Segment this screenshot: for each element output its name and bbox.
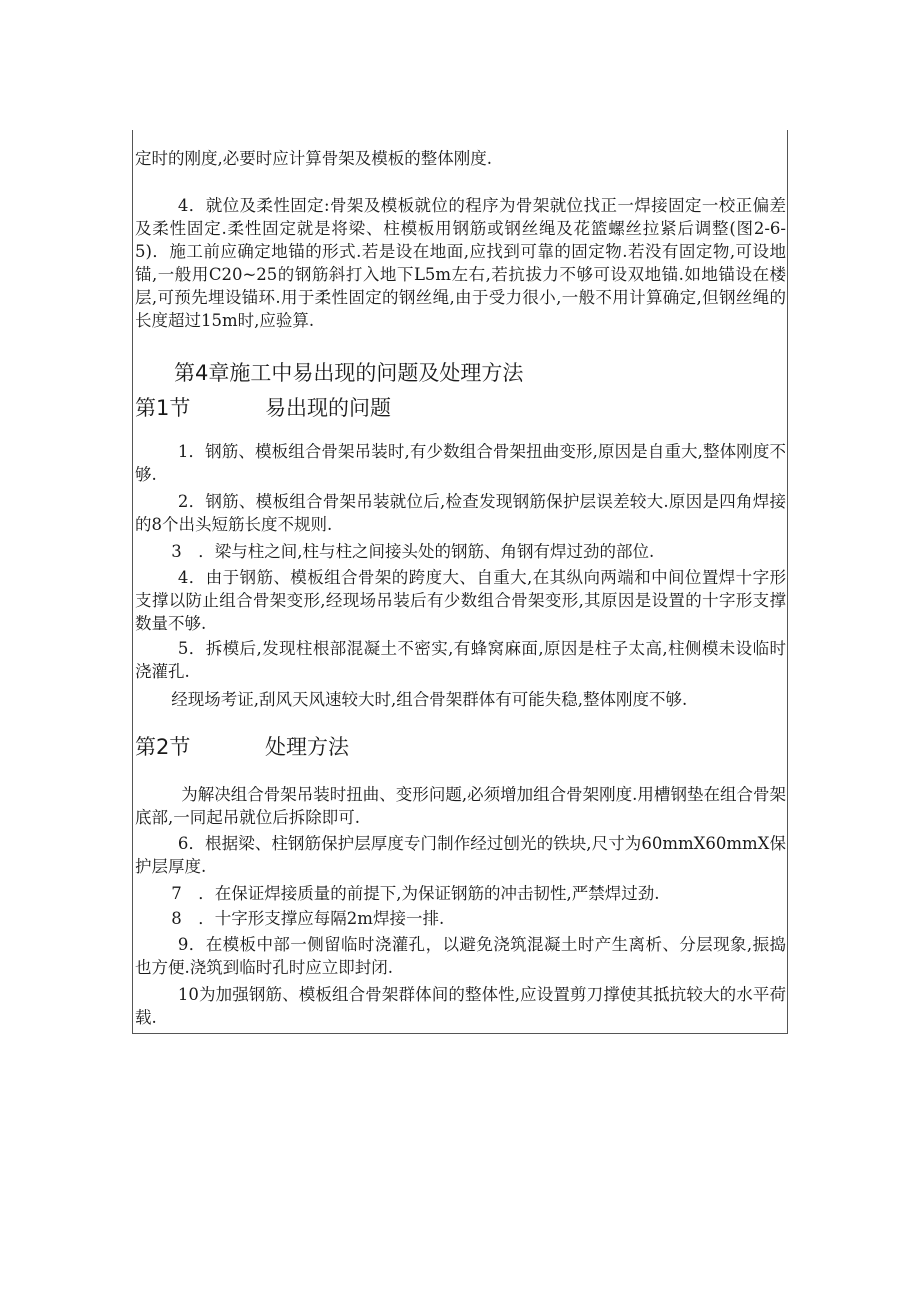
section-1-title: 易出现的问题 (265, 396, 391, 420)
list-item: 经现场考证,刮风天风速较大时,组合骨架群体有可能失稳,整体刚度不够. (171, 690, 688, 709)
list-item: 1．钢筋、模板组合骨架吊装时,有少数组合骨架扭曲变形,原因是自重大,整体刚度不够. (135, 442, 786, 484)
section-2-number: 第2节 (135, 735, 191, 759)
list-item: 4．由于钢筋、模板组合骨架的跨度大、自重大,在其纵向两端和中间位置焊十字形支撑以防止组合骨架变形,经现场吊装后有少数组合骨架变形,其原因是设置的十字形支撑数量不够. (135, 568, 786, 633)
section-1-heading (135, 395, 391, 421)
list-item: 9．在模板中部一侧留临时浇灌孔，以避免浇筑混凝土时产生离析、分层现象,振捣也方便.浇筑到临时孔时应立即封闭. (135, 935, 786, 977)
paragraph-continuation: 定时的刚度,必要时应计算骨架及模板的整体刚度. (135, 149, 492, 168)
list-item: 10为加强钢筋、模板组合骨架群体间的整体性,应设置剪刀撑使其抵抗较大的水平荷载. (135, 985, 786, 1027)
list-item: 7 ．在保证焊接质量的前提下,为保证钢筋的冲击韧性,严禁焊过劲. (171, 884, 660, 903)
section-2-title: 处理方法 (265, 735, 349, 759)
list-item: 8 ．十字形支撑应每隔2m焊接一排. (171, 909, 445, 928)
section-2-heading (135, 734, 349, 760)
section-1-number: 第1节 (135, 396, 191, 420)
chapter-title: 第4章施工中易出现的问题及处理方法 (174, 361, 524, 385)
list-item: 为解决组合骨架吊装时扭曲、变形问题,必须增加组合骨架刚度.用槽钢垫在组合骨架底部,一同起吊就位后拆除即可. (135, 785, 786, 827)
list-item: 3 ．梁与柱之间,柱与柱之间接头处的钢筋、角钢有焊过劲的部位. (171, 542, 655, 561)
paragraph-positioning-fixing: 4．就位及柔性固定:骨架及模板就位的程序为骨架就位找正一焊接固定一校正偏差及柔性固定.柔性固定就是将梁、柱模板用钢筋或钢丝绳及花篮螺丝拉紧后调整(图2-6-5)．施工前应确定地锚的形式.若是设在地面,应找到可靠的固定物.若没有固定物,可设地锚,一般用C20~25的钢筋斜打入地下L5m左右,若抗拔力不够可设双地锚.如地锚设在楼层,可预先埋设锚环.用于柔性固定的钢丝绳,由于受力很小,一般不用计算确定,但钢丝绳的长度超过15m时,应验算. (135, 196, 786, 330)
list-item: 2．钢筋、模板组合骨架吊装就位后,检查发现钢筋保护层误差较大.原因是四角焊接的8个出头短筋长度不规则. (135, 492, 786, 534)
list-item: 6．根据梁、柱钢筋保护层厚度专门制作经过刨光的铁块,尺寸为60mmX60mmX保护层厚度. (135, 834, 786, 876)
list-item: 5．拆模后,发现柱根部混凝土不密实,有蜂窝麻面,原因是柱子太高,柱侧模未设临时浇灌孔. (135, 639, 786, 681)
